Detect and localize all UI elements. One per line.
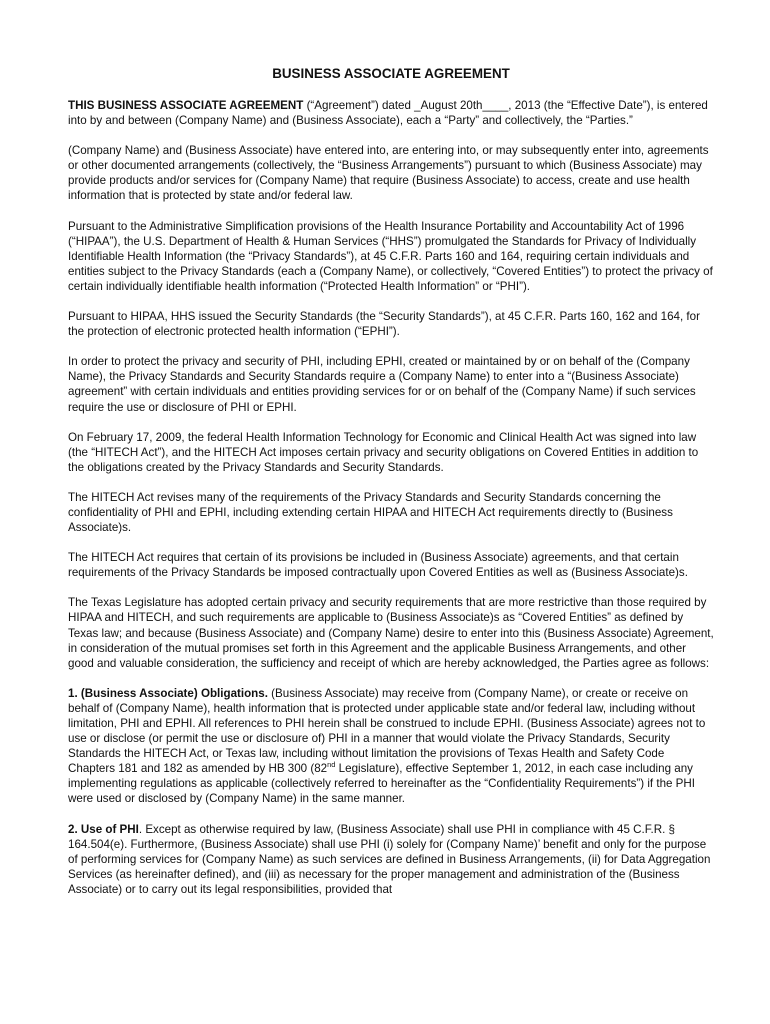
recital-paragraph: In order to protect the privacy and security of PHI, including EPHI, created or maintained by or on behalf of the (Company Name), the Privacy Standards and Security Standards require a (Company Name) to enter into a “(Business Associate) agreement” with certain individuals and entities providing services for or on behalf of the (Company Name) if such services require the use or disclosure of PHI or EPHI. (68, 355, 696, 414)
intro-lead-bold: THIS BUSINESS ASSOCIATE AGREEMENT (68, 99, 304, 112)
section-1-heading: 1. (Business Associate) Obligations. (68, 686, 268, 700)
recital-paragraph: On February 17, 2009, the federal Health Information Technology for Economic and Clinical Health Act was signed into law (the “HITECH Act”), and the HITECH Act imposes certain privacy and security obligations on Covered Entities in addition to the obligations created by the Privacy Standards and Security Standards. (68, 430, 699, 474)
agreement-page (68, 66, 714, 912)
document-title: BUSINESS ASSOCIATE AGREEMENT (272, 66, 510, 81)
section-1-paragraph (68, 686, 714, 807)
recital-paragraph: (Company Name) and (Business Associate) have entered into, are entering into, or may subsequently enter into, agreements or other documented arrangements (collectively, the “Business Arrangements”) pursuant to which (Business Associate) may provide products and/or services for (Company Name) that require (Business Associate) to access, create and use health information that is protected by state and/or federal law. (68, 144, 709, 203)
recital-paragraph: Pursuant to HIPAA, HHS issued the Security Standards (the “Security Standards”), at 45 C.F.R. Parts 160, 162 and 164, for the protection of electronic protected health information (“EPHI”). (68, 310, 700, 339)
recital-paragraph: Pursuant to the Administrative Simplification provisions of the Health Insurance Portability and Accountability Act of 1996 (“HIPAA”), the U.S. Department of Health & Human Services (“HHS”) promulgated the Standards for Privacy of Individually Identifiable Health Information (the “Privacy Standards”), at 45 C.F.R. Parts 160 and 164, requiring certain individuals and entities subject to the Privacy Standards (each a (Company Name), or collectively, “Covered Entities”) to protect the privacy of certain individually identifiable health information (“Protected Health Information” or “PHI”). (68, 219, 713, 293)
section-1-superscript: nd (327, 760, 336, 770)
section-2-text: . Except as otherwise required by law, (Business Associate) shall use PHI in compliance with 45 C.F.R. § 164.504(e). Furthermore, (Business Associate) shall use PHI (i) solely for (Company Name)’ benefit and only for the purpose of performing services for (Company Name) as such services are defined in Business Arrangements, (ii) for Data Aggregation Services (as hereinafter defined), and (iii) as necessary for the proper management and administration of the (Business Associate) or to carry out its legal responsibilities, provided that (68, 822, 711, 896)
section-1-text-part2: Legislature), effective September 1, 2012, in each case including any implementing regulations as applicable (collectively referred to hereinafter as the “Confidentiality Requirements”) if the PHI were used or disclosed by (Company Name) in the same manner. (68, 762, 696, 806)
intro-text: (“Agreement”) dated _August 20th____, 2013 (the “Effective Date”), is entered into by and between (Company Name) and (Business Associate), each a “Party” and collectively, the “Parties.” (68, 99, 708, 128)
recital-paragraph: The Texas Legislature has adopted certain privacy and security requirements that are more restrictive than those required by HIPAA and HITECH, and such requirements are applicable to (Business Associate)s as “Covered Entities” as defined by Texas law; and because (Business Associate) and (Company Name) desire to enter into this (Business Associate) Agreement, in consideration of the mutual promises set forth in this Agreement and the applicable Business Arrangements, and other good and valuable consideration, the sufficiency and receipt of which are hereby acknowledged, the Parties agree as follows: (68, 596, 714, 670)
section-2-paragraph (68, 822, 714, 897)
section-2-heading: 2. Use of PHI (68, 822, 139, 836)
intro-paragraph (68, 98, 714, 128)
recital-paragraph: The HITECH Act requires that certain of its provisions be included in (Business Associate) agreements, and that certain requirements of the Privacy Standards be imposed contractually upon Covered Entities as well as (Business Associate)s. (68, 551, 688, 580)
recital-paragraph: The HITECH Act revises many of the requirements of the Privacy Standards and Security Standards concerning the confidentiality of PHI and EPHI, including extending certain HIPAA and HITECH Act requirements directly to (Business Associate)s. (68, 490, 673, 535)
section-1-text-part1: (Business Associate) may receive from (Company Name), or create or receive on behalf of (Company Name), health information that is protected under applicable state and/or federal law, including without limitation, PHI and EPHI. All references to PHI herein shall be construed to include EPHI. (Business Associate) agrees not to use or disclose (or permit the use or disclosure of) PHI in a manner that would violate the Privacy Standards, Security Standards the HITECH Act, or Texas law, including without limitation the provisions of Texas Health and Safety Code Chapters 181 and 182 as amended by HB 300 (82 (68, 686, 706, 776)
